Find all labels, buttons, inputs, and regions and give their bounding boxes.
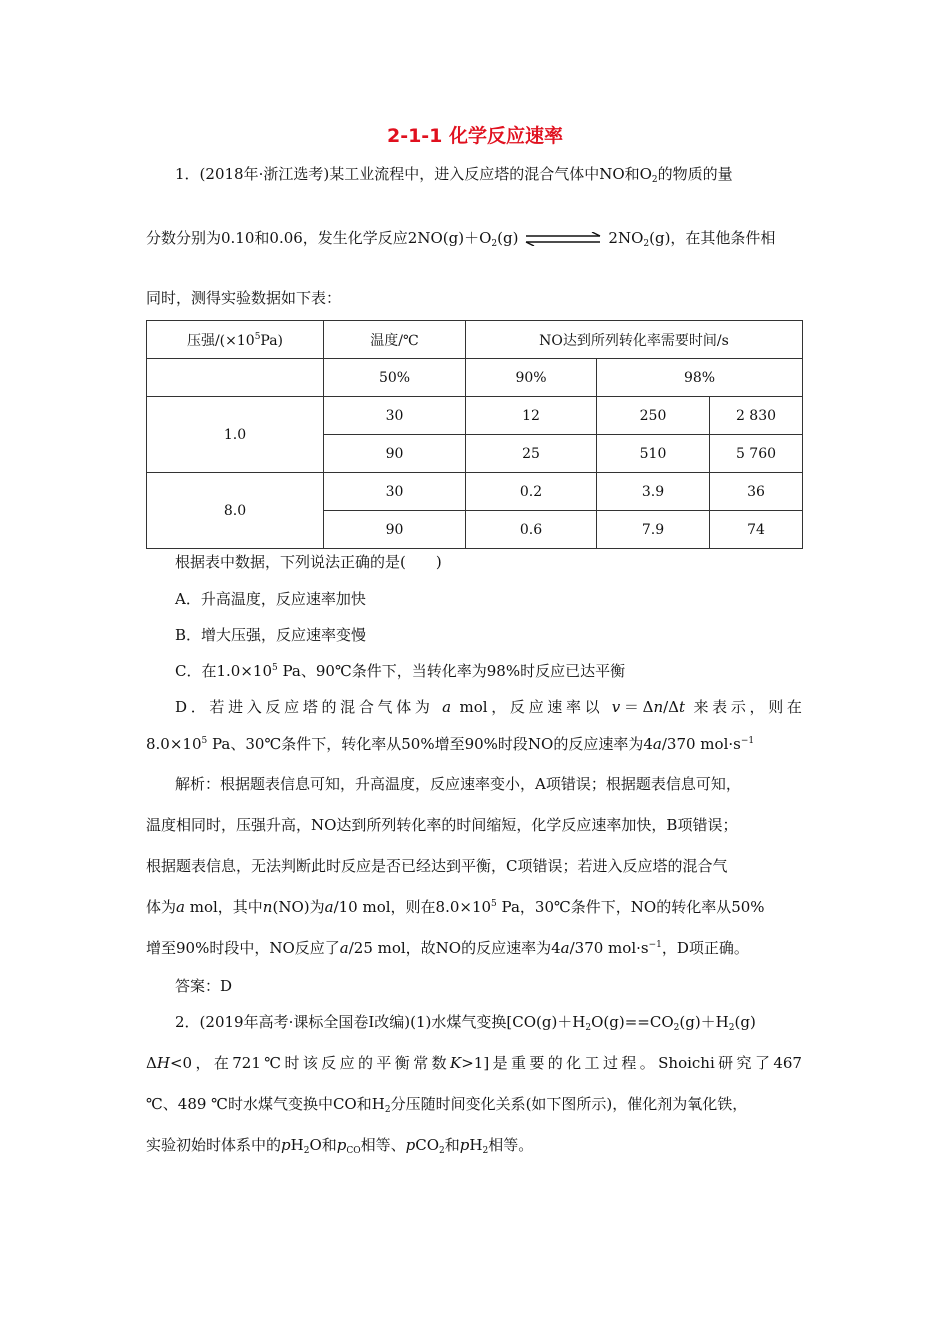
q2-line3: ℃、489 ℃时水煤气变换中CO和$H_2$分压随时间变化关系(如下图所示)，催化剂为氧化铁， (146, 1095, 748, 1115)
table-cell: 0.2 (466, 473, 597, 511)
q1-stem: 根据表中数据，下列说法正确的是( ) (175, 553, 442, 571)
answer: 答案：D (175, 977, 233, 995)
table-cell: 90% (466, 359, 597, 397)
q2-line1: 2．(2019年高考·课标全国卷Ⅰ改编)(1)水煤气变换[$CO(g)+H_2O(g)==CO_2(g)+H_2(g)$ (175, 1013, 756, 1033)
analysis-line1: 解析：根据题表信息可知，升高温度，反应速率变小，A项错误；根据题表信息可知， (175, 775, 741, 793)
table-cell: 30 (324, 473, 466, 511)
table-row (147, 473, 803, 511)
q1-line1: 1．(2018年·浙江选考)某工业流程中，进入反应塔的混合气体中NO和$O_2$的物质的量 (175, 165, 733, 185)
page-title: 2-1-1 化学反应速率 (386, 125, 564, 147)
table-cell: 5 760 (710, 435, 803, 473)
table-cell: 30 (324, 397, 466, 435)
table-cell: 12 (466, 397, 597, 435)
table-cell: 510 (597, 435, 710, 473)
table-cell: 90 (324, 511, 466, 549)
option-d-line2: $8.0\times 10^5$ Pa、30℃条件下，转化率从50%增至90%时段NO的反应速率为4a/370 $mol\cdot s^{-1}$ (146, 735, 755, 753)
q2-line4: 实验初始时体系中的$pH_2O$和$p_{CO}$相等、pCO$_2$和$pH_2$相等。 (146, 1136, 534, 1156)
analysis-line2: 温度相同时，压强升高，NO达到所列转化率的时间缩短，化学反应速率加快，B项错误； (146, 816, 738, 834)
table-cell: 90 (324, 435, 466, 473)
q2-line2: ΔH<0，在721℃时该反应的平衡常数K>1]是重要的化工过程。Shoichi研究了467 (146, 1054, 802, 1072)
option-d-line1: D．若进入反应塔的混合气体为 a mol，反应速率以 v＝Δn/Δt 来表示，则在 (175, 698, 802, 716)
table-cell: 0.6 (466, 511, 597, 549)
analysis-line5: 增至90%时段中，NO反应了a/25 mol，故NO的反应速率为4a/370 $mol\cdot s^{-1}$，D项正确。 (146, 939, 749, 957)
table-cell: 2 830 (710, 397, 803, 435)
table-cell: 50% (324, 359, 466, 397)
option-a: A．升高温度，反应速率加快 (175, 590, 366, 608)
table-cell: 3.9 (597, 473, 710, 511)
analysis-line3: 根据题表信息，无法判断此时反应是否已经达到平衡，C项错误；若进入反应塔的混合气 (146, 857, 728, 875)
table-cell: 1.0 (147, 397, 324, 473)
header-pressure: 压强$/(\times 10^5Pa)$ (147, 321, 324, 359)
table-cell (147, 359, 324, 397)
table-cell: 7.9 (597, 511, 710, 549)
table-cell: 74 (710, 511, 803, 549)
equilibrium-arrow-icon (524, 232, 602, 246)
data-table (146, 320, 803, 549)
table-cell: 36 (710, 473, 803, 511)
analysis-line4: 体为a mol，其中n(NO)为a/10 mol，则在$8.0\times 10^5$ Pa，30℃条件下，NO的转化率从50% (146, 898, 765, 916)
q1-line2: 分数分别为0.10和0.06，发生化学反应$2NO(g)+O_2(g)$ $2NO_2(g)$，在其他条件相 (146, 229, 776, 249)
table-row (147, 397, 803, 435)
table-cell: 98% (597, 359, 803, 397)
table-cell: 250 (597, 397, 710, 435)
table-cell: 8.0 (147, 473, 324, 549)
header-time: NO达到所列转化率需要时间/s (466, 321, 803, 359)
option-b: B．增大压强，反应速率变慢 (175, 626, 367, 644)
q1-line3: 同时，测得实验数据如下表： (146, 289, 342, 307)
header-temperature: 温度/℃ (324, 321, 466, 359)
table-cell: 25 (466, 435, 597, 473)
option-c: C．在$1.0\times 10^5$ Pa、90℃条件下，当转化率为98%时反应已达平衡 (175, 662, 626, 680)
